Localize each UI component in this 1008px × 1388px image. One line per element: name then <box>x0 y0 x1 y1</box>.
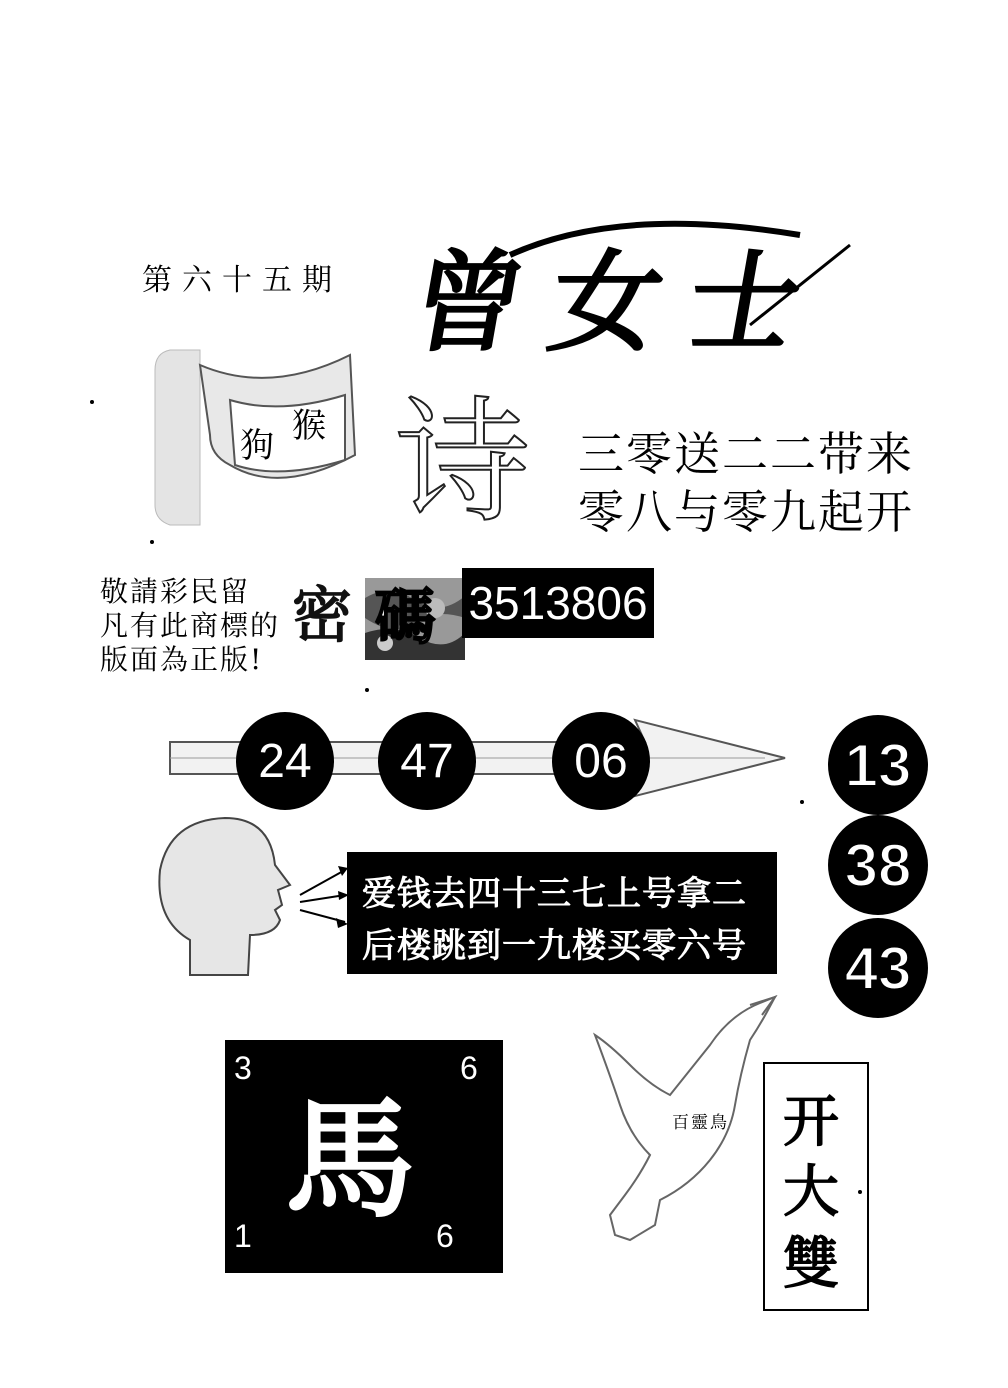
speck <box>365 688 369 692</box>
poem-title-char: 诗 <box>395 384 530 541</box>
stamp-char-left: 密 <box>292 581 352 651</box>
horse-char: 馬 <box>285 1083 416 1236</box>
poem-line-1: 三零送二二带来 <box>578 427 914 481</box>
issue-label: 第六十五期 <box>142 263 342 298</box>
phone-number: 3513806 <box>462 568 654 638</box>
horse-corner-number-bottom-left: 1 <box>234 1218 252 1254</box>
notice-line-2: 凡有此商標的 <box>100 609 281 642</box>
number-ball: 06 <box>552 712 650 810</box>
vertical-char: 雙 <box>783 1231 839 1297</box>
flag-monkey-char: 猴 <box>292 406 326 446</box>
big-number-ball <box>828 815 928 915</box>
flag-dog-char: 狗 <box>240 426 274 466</box>
speck <box>90 400 94 404</box>
vertical-char: 开 <box>783 1089 839 1155</box>
notice-line-1: 敬請彩民留 <box>100 575 251 608</box>
number-ball: 47 <box>378 712 476 810</box>
number-ball: 24 <box>236 712 334 810</box>
big-number-ball <box>828 715 928 815</box>
message-line-2: 后楼跳到一九楼买零六号 <box>362 926 747 966</box>
big-number-text: 13 <box>844 731 912 799</box>
notice-line-3: 版面為正版! <box>100 643 264 676</box>
speck <box>800 800 804 804</box>
horse-corner-number-bottom-right: 6 <box>436 1218 454 1254</box>
speck <box>858 1190 862 1194</box>
horse-corner-number-top-right: 6 <box>460 1050 478 1086</box>
brand-title: 曾女士 <box>402 238 839 367</box>
big-number-text: 43 <box>844 934 912 1002</box>
message-line-1: 爱钱去四十三七上号拿二 <box>362 874 747 914</box>
poem-line-2: 零八与零九起开 <box>578 485 914 539</box>
stamp-char-right: 碼 <box>375 583 435 653</box>
big-number-ball <box>828 918 928 1018</box>
vertical-char: 大 <box>783 1159 839 1225</box>
speaking-head-icon <box>150 810 355 980</box>
big-number-text: 38 <box>844 831 912 899</box>
speck <box>150 540 154 544</box>
horse-corner-number-top-left: 3 <box>234 1050 252 1086</box>
dove-label: 百靈鳥 <box>672 1113 729 1133</box>
